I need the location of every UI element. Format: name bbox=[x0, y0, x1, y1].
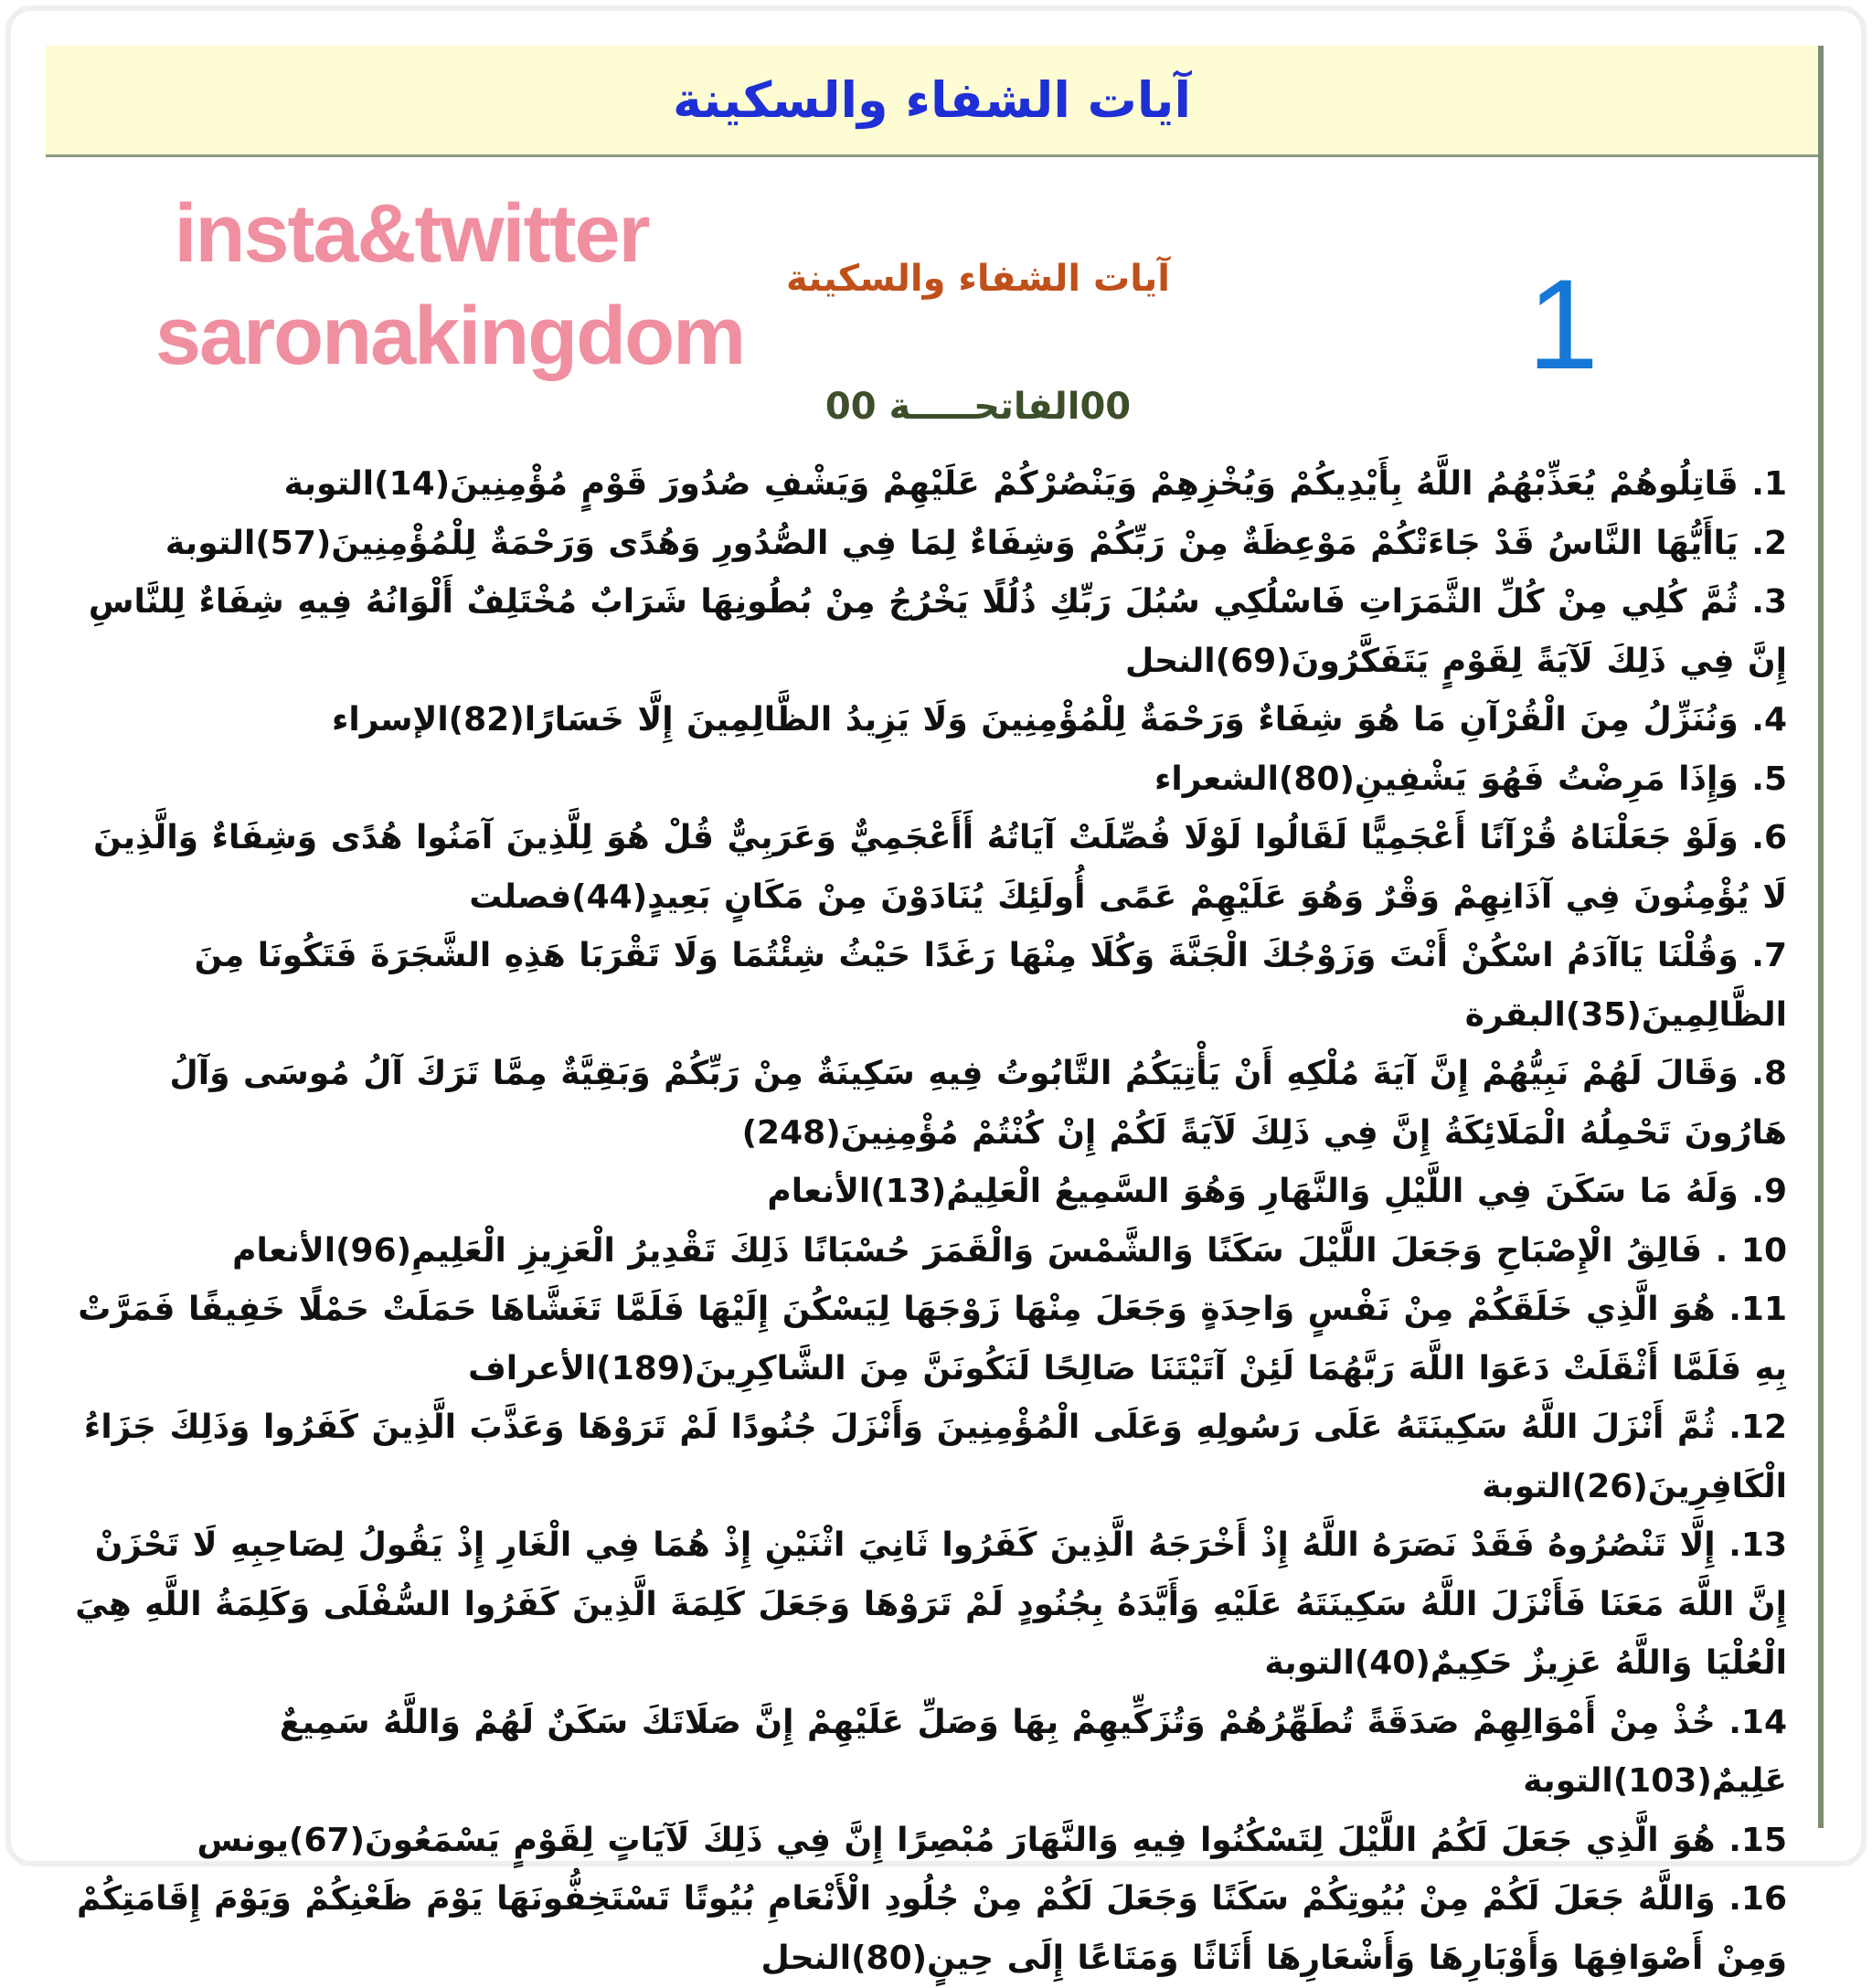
verse-number: 6. bbox=[1751, 819, 1787, 856]
verse-text: يَاأَيُّهَا النَّاسُ قَدْ جَاءَتْكُمْ مَوْعِظَةٌ مِنْ رَبِّكُمْ وَشِفَاءٌ لِمَا فِي الصُّدُورِ وَهُدًى وَرَحْمَةٌ لِلْمُؤْمِنِينَ bbox=[331, 524, 1739, 562]
verse-reference: (82)الإسراء bbox=[331, 701, 525, 739]
verse-text: خُذْ مِنْ أَمْوَالِهِمْ صَدَقَةً تُطَهِّرُهُمْ وَتُزَكِّيهِمْ بِهَا وَصَلِّ عَلَيْهِمْ إِنَّ صَلَاتَكَ سَكَنٌ لَهُمْ وَاللَّهُ سَمِيعٌ عَلِيمٌ bbox=[279, 1703, 1787, 1800]
verse-item bbox=[69, 455, 1787, 515]
verse-list bbox=[69, 455, 1787, 1988]
verse-number: 14. bbox=[1728, 1703, 1787, 1741]
header-band bbox=[46, 46, 1818, 157]
verse-text: وَلَهُ مَا سَكَنَ فِي اللَّيْلِ وَالنَّهَارِ وَهُوَ السَّمِيعُ الْعَلِيمُ bbox=[946, 1173, 1739, 1210]
surah-line: 00الفاتحـــــة 00 bbox=[824, 386, 1132, 428]
social-line-2: saronakingdom bbox=[155, 291, 745, 382]
verse-reference: (57)التوبة bbox=[165, 524, 332, 562]
verse-item bbox=[69, 1163, 1787, 1222]
verse-text: ثُمَّ كُلِي مِنْ كُلِّ الثَّمَرَاتِ فَاسْلُكِي سُبُلَ رَبِّكِ ذُلُلًا يَخْرُجُ مِنْ بُطُونِهَا شَرَابٌ مُخْتَلِفٌ أَلْوَانُهُ فِيهِ شِفَاءٌ لِلنَّاسِ إِنَّ فِي ذَلِكَ لَآيَةً لِقَوْمٍ يَتَفَكَّرُونَ bbox=[88, 583, 1787, 680]
page-number: 1 bbox=[1527, 252, 1599, 396]
verse-reference: (67)يونس bbox=[197, 1821, 366, 1859]
verse-number: 3. bbox=[1751, 583, 1787, 621]
verse-number: 12. bbox=[1728, 1409, 1787, 1446]
verse-number: 2. bbox=[1751, 524, 1787, 562]
verse-reference: (248) bbox=[741, 1113, 841, 1152]
verse-item bbox=[69, 1812, 1787, 1871]
verse-item bbox=[69, 1398, 1787, 1516]
subtitle: آيات الشفاء والسكينة bbox=[786, 258, 1170, 300]
verse-number: 16. bbox=[1728, 1880, 1787, 1918]
verse-text: وَقُلْنَا يَاآدَمُ اسْكُنْ أَنْتَ وَزَوْجُكَ الْجَنَّةَ وَكُلَا مِنْهَا رَغَدًا حَيْثُ شِئْتُمَا وَلَا تَقْرَبَا هَذِهِ الشَّجَرَةَ فَتَكُونَا مِنَ الظَّالِمِينَ bbox=[194, 937, 1787, 1034]
verse-reference: (189)الأعراف bbox=[467, 1349, 696, 1387]
social-line-1: insta&twitter bbox=[174, 188, 649, 280]
verse-text: إِلَّا تَنْصُرُوهُ فَقَدْ نَصَرَهُ اللَّهُ إِذْ أَخْرَجَهُ الَّذِينَ كَفَرُوا ثَانِيَ اثْنَيْنِ إِذْ هُمَا فِي الْغَارِ إِذْ يَقُولُ لِصَاحِبِهِ لَا تَحْزَنْ إِنَّ اللَّهَ مَعَنَا فَأَنْزَلَ اللَّهُ سَكِينَتَهُ عَلَيْهِ وَأَيَّدَهُ بِجُنُودٍ لَمْ تَرَوْهَا وَجَعَلَ كَلِمَةَ الَّذِينَ كَفَرُوا السُّفْلَى وَكَلِمَةُ اللَّهِ هِيَ الْعُلْيَا وَاللَّهُ عَزِيزٌ حَكِيمٌ bbox=[75, 1526, 1787, 1682]
verse-text: وَاللَّهُ جَعَلَ لَكُمْ مِنْ بُيُوتِكُمْ سَكَنًا وَجَعَلَ لَكُمْ مِنْ جُلُودِ الْأَنْعَامِ بُيُوتًا تَسْتَخِفُّونَهَا يَوْمَ ظَعْنِكُمْ وَيَوْمَ إِقَامَتِكُمْ وَمِنْ أَصْوَافِهَا وَأَوْبَارِهَا وَأَشْعَارِهَا أَثَاثًا وَمَتَاعًا إِلَى حِينٍ bbox=[76, 1880, 1787, 1977]
verse-number: 9. bbox=[1751, 1173, 1787, 1210]
verse-reference: (44)فصلت bbox=[469, 877, 648, 916]
verse-item bbox=[69, 809, 1787, 927]
verse-reference: (69)النحل bbox=[1125, 642, 1292, 680]
verse-text: فَالِقُ الْإِصْبَاحِ وَجَعَلَ اللَّيْلَ سَكَنًا وَالشَّمْسَ وَالْقَمَرَ حُسْبَانًا ذَلِكَ تَقْدِيرُ الْعَزِيزِ الْعَلِيمِ bbox=[411, 1231, 1703, 1270]
verse-item bbox=[69, 515, 1787, 574]
verse-item bbox=[69, 691, 1787, 750]
social-watermark bbox=[155, 183, 745, 388]
verse-number: 7. bbox=[1751, 937, 1787, 974]
verse-reference: (35)البقرة bbox=[1464, 995, 1642, 1034]
verse-item bbox=[69, 927, 1787, 1045]
verse-text: قَاتِلُوهُمْ يُعَذِّبْهُمُ اللَّهُ بِأَيْدِيكُمْ وَيُخْزِهِمْ وَيَنْصُرْكُمْ عَلَيْهِمْ وَيَشْفِ صُدُورَ قَوْمٍ مُؤْمِنِينَ bbox=[450, 465, 1739, 503]
verse-text: وَقَالَ لَهُمْ نَبِيُّهُمْ إِنَّ آيَةَ مُلْكِهِ أَنْ يَأْتِيَكُمُ التَّابُوتُ فِيهِ سَكِينَةٌ مِنْ رَبِّكُمْ وَبَقِيَّةٌ مِمَّا تَرَكَ آلُ مُوسَى وَآلُ هَارُونَ تَحْمِلُهُ الْمَلَائِكَةُ إِنَّ فِي ذَلِكَ لَآيَةً لَكُمْ إِنْ كُنْتُمْ مُؤْمِنِينَ bbox=[169, 1055, 1787, 1152]
verse-item bbox=[69, 1222, 1787, 1281]
verse-number: 15. bbox=[1728, 1821, 1787, 1859]
verse-number: 8. bbox=[1751, 1055, 1787, 1092]
verse-item bbox=[69, 1516, 1787, 1694]
verse-reference: (103)التوبة bbox=[1523, 1762, 1712, 1800]
verse-reference: (80)النحل bbox=[760, 1939, 928, 1977]
verse-item bbox=[69, 573, 1787, 691]
verse-text: ثُمَّ أَنْزَلَ اللَّهُ سَكِينَتَهُ عَلَى رَسُولِهِ وَعَلَى الْمُؤْمِنِينَ وَأَنْزَلَ جُنُودًا لَمْ تَرَوْهَا وَعَذَّبَ الَّذِينَ كَفَرُوا وَذَلِكَ جَزَاءُ الْكَافِرِينَ bbox=[83, 1409, 1787, 1505]
verse-text: وَلَوْ جَعَلْنَاهُ قُرْآنًا أَعْجَمِيًّا لَقَالُوا لَوْلَا فُصِّلَتْ آيَاتُهُ أَأَعْجَمِيٌّ وَعَرَبِيٌّ قُلْ هُوَ لِلَّذِينَ آمَنُوا هُدًى وَشِفَاءٌ وَالَّذِينَ لَا يُؤْمِنُونَ فِي آذَانِهِمْ وَقْرٌ وَهُوَ عَلَيْهِمْ عَمًى أُولَئِكَ يُنَادَوْنَ مِنْ مَكَانٍ بَعِيدٍ bbox=[93, 819, 1787, 916]
verse-item bbox=[69, 1281, 1787, 1398]
verse-text: هُوَ الَّذِي جَعَلَ لَكُمُ اللَّيْلَ لِتَسْكُنُوا فِيهِ وَالنَّهَارَ مُبْصِرًا إِنَّ فِي ذَلِكَ لَآيَاتٍ لِقَوْمٍ يَسْمَعُونَ bbox=[365, 1821, 1716, 1859]
verse-item bbox=[69, 1870, 1787, 1988]
header-title: آيات الشفاء والسكينة bbox=[673, 71, 1191, 129]
document-page bbox=[46, 46, 1824, 1977]
verse-number: 11. bbox=[1728, 1291, 1787, 1328]
verse-number: 4. bbox=[1751, 701, 1787, 739]
verse-reference: (80)الشعراء bbox=[1154, 760, 1355, 798]
verse-reference: (13)الأنعام bbox=[767, 1173, 947, 1210]
verse-number: 1. bbox=[1751, 465, 1787, 503]
verse-text: وَنُنَزِّلُ مِنَ الْقُرْآنِ مَا هُوَ شِفَاءٌ وَرَحْمَةٌ لِلْمُؤْمِنِينَ وَلَا يَزِيدُ الظَّالِمِينَ إِلَّا خَسَارًا bbox=[524, 701, 1739, 739]
verse-text: هُوَ الَّذِي خَلَقَكُمْ مِنْ نَفْسٍ وَاحِدَةٍ وَجَعَلَ مِنْهَا زَوْجَهَا لِيَسْكُنَ إِلَيْهَا فَلَمَّا تَغَشَّاهَا حَمَلَتْ حَمْلًا خَفِيفًا فَمَرَّتْ بِهِ فَلَمَّا أَثْقَلَتْ دَعَوَا اللَّهَ رَبَّهُمَا لَئِنْ آتَيْتَنَا صَالِحًا لَنَكُونَنَّ مِنَ الشَّاكِرِينَ bbox=[78, 1291, 1787, 1387]
verse-reference: (14)التوبة bbox=[283, 465, 451, 503]
verse-reference: (40)التوبة bbox=[1264, 1644, 1431, 1682]
verse-reference: (96)الأنعام bbox=[232, 1231, 412, 1270]
verse-item bbox=[69, 1694, 1787, 1812]
verse-number: 5. bbox=[1751, 760, 1787, 798]
verse-reference: (26)التوبة bbox=[1482, 1467, 1648, 1505]
verse-number: 13. bbox=[1728, 1526, 1787, 1564]
verse-number: 10 . bbox=[1715, 1231, 1787, 1270]
verse-text: وَإِذَا مَرِضْتُ فَهُوَ يَشْفِينِ bbox=[1354, 760, 1739, 798]
verse-item bbox=[69, 1045, 1787, 1163]
verse-item bbox=[69, 750, 1787, 810]
